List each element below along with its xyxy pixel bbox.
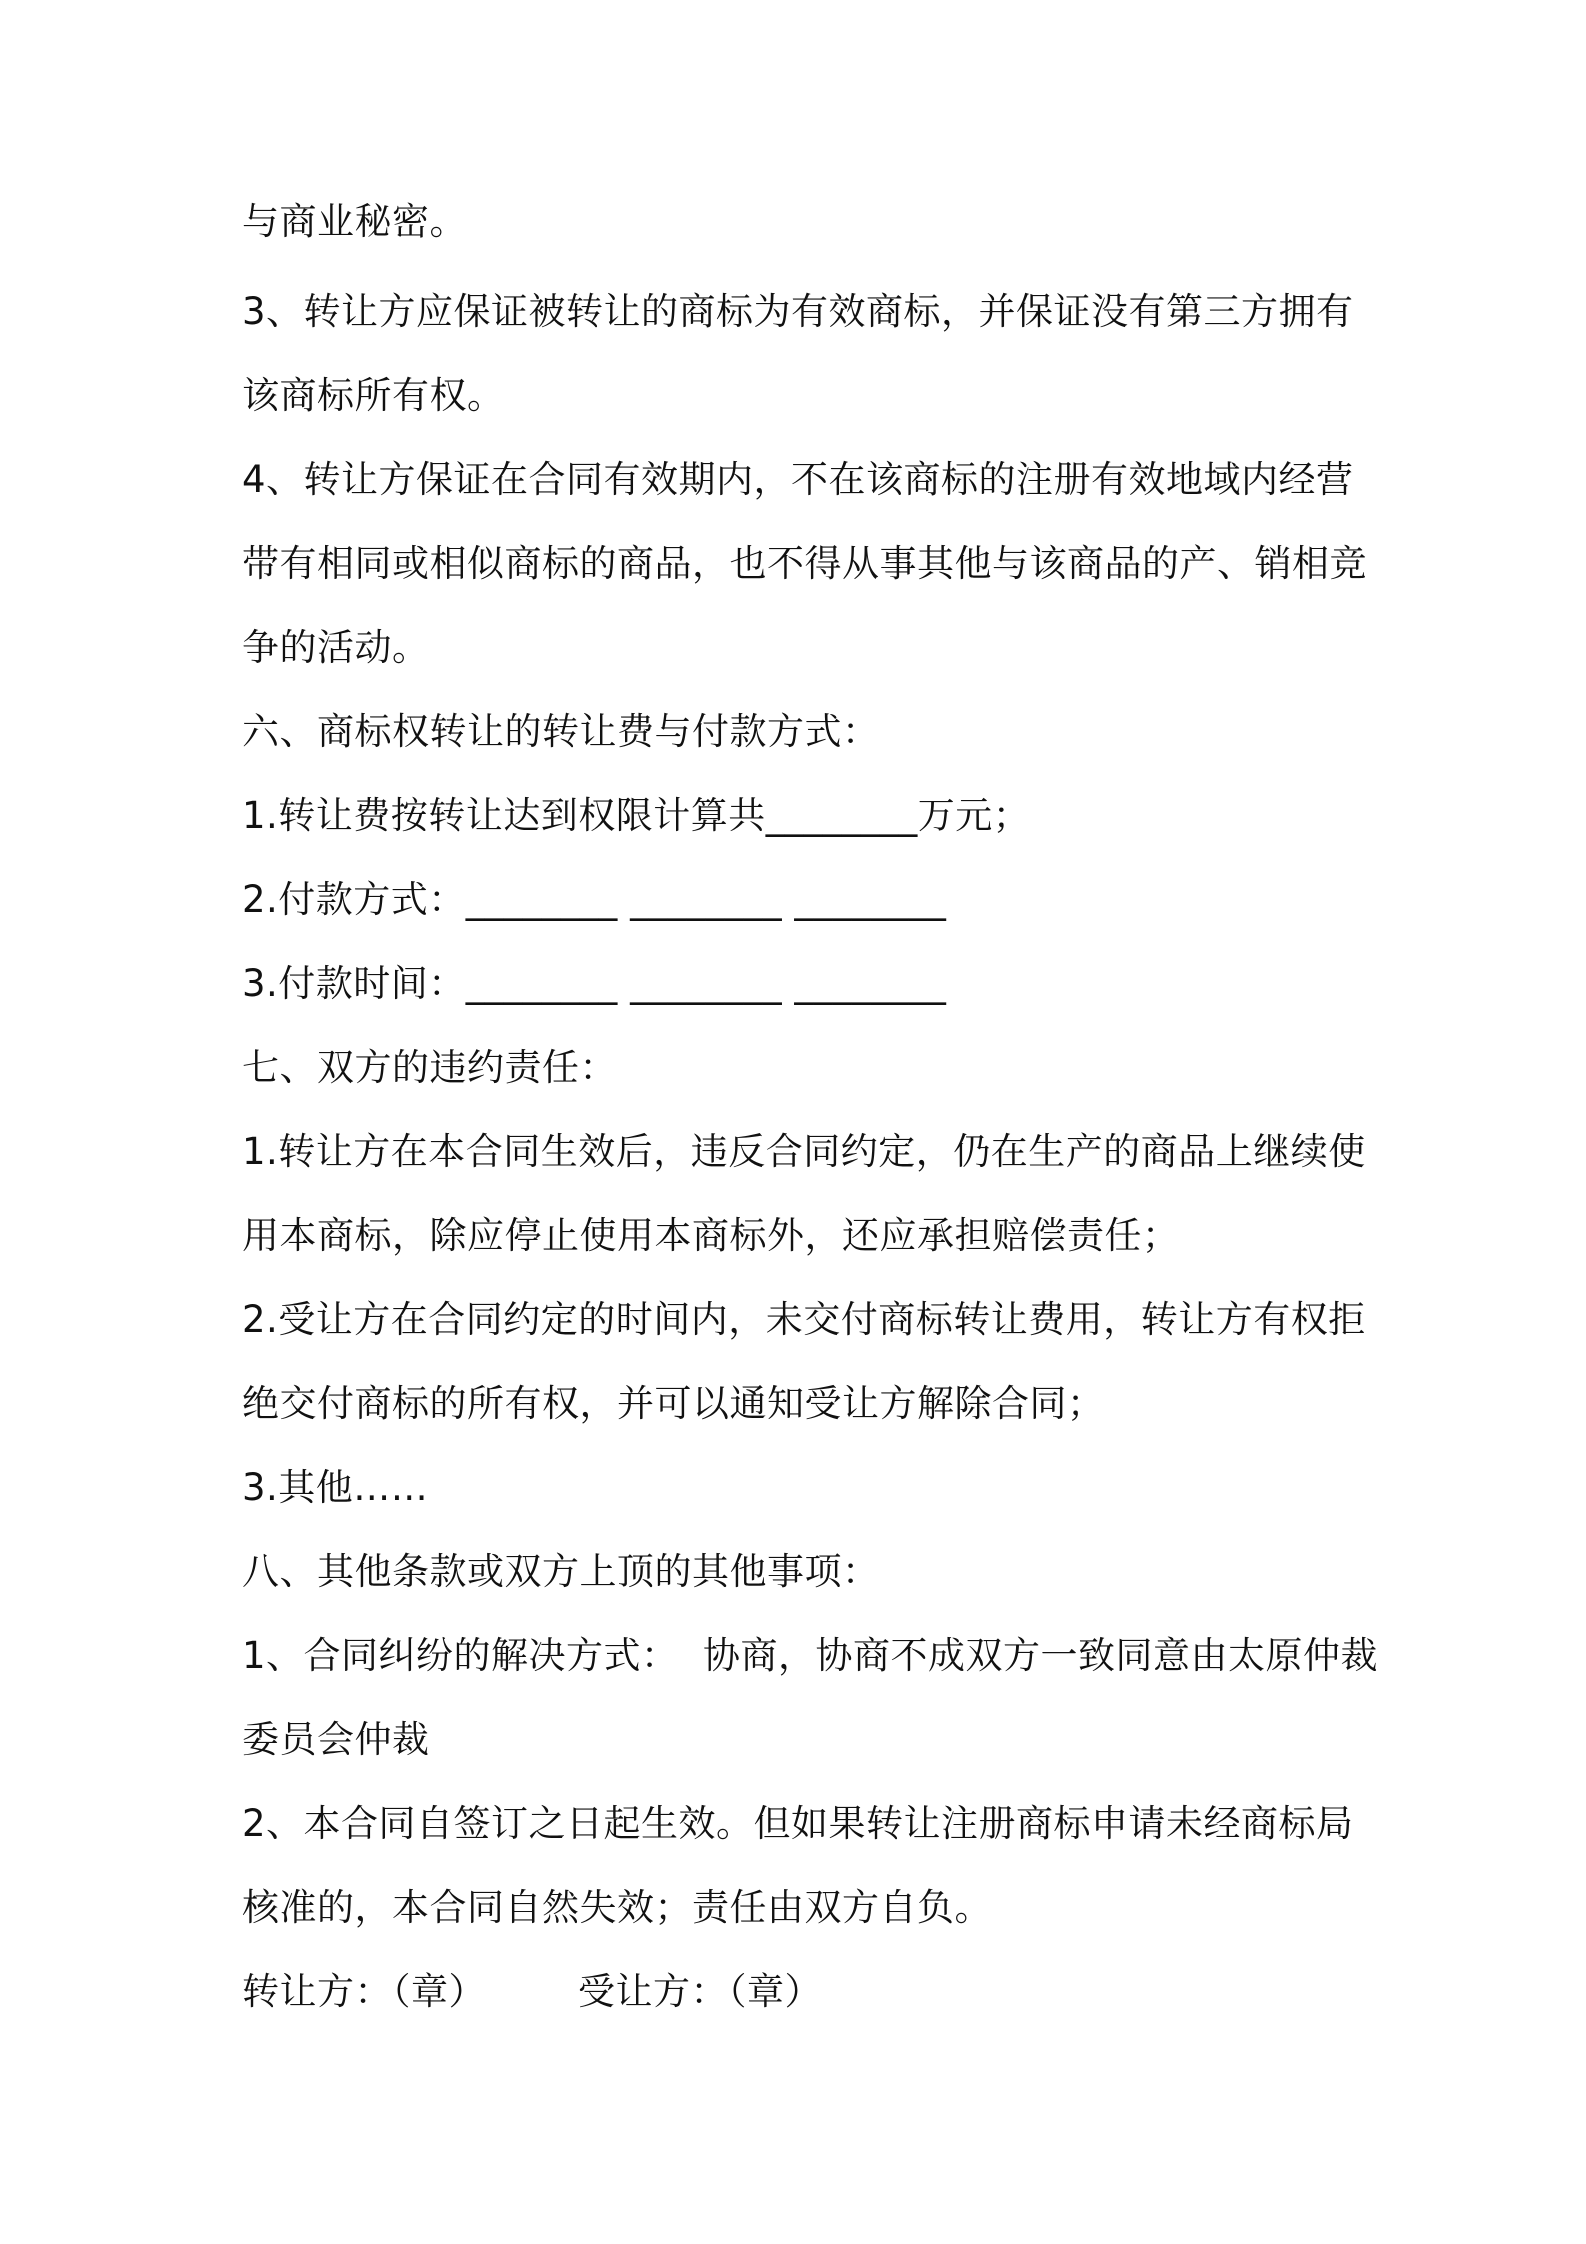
text-line-4: 4、转让方保证在合同有效期内，不在该商标的注册有效地域内经营 [242,458,1354,501]
section-heading-6: 六、商标权转让的转让费与付款方式： [242,710,880,753]
section-heading-8: 八、其他条款或双方上顶的其他事项： [242,1550,880,1593]
text-line-10: 3.付款时间：________ ________ ________ [242,962,947,1005]
text-line-19: 委员会仲裁 [242,1718,430,1761]
text-line-8: 1.转让费按转让达到权限计算共________万元； [242,794,1031,837]
text-line-16: 3.其他…… [242,1466,429,1509]
text-line-13: 用本商标，除应停止使用本商标外，还应承担赔偿责任； [242,1214,1180,1257]
text-line-2: 3、转让方应保证被转让的商标为有效商标，并保证没有第三方拥有 [242,290,1354,333]
text-line-18: 1、合同纠纷的解决方式： 协商，协商不成双方一致同意由太原仲裁 [242,1634,1379,1677]
signature-transferor: 转让方：（章） [242,1970,486,2013]
text-line-15: 绝交付商标的所有权，并可以通知受让方解除合同； [242,1382,1105,1425]
text-line-1: 与商业秘密。 [242,200,467,243]
text-line-14: 2.受让方在合同约定的时间内，未交付商标转让费用，转让方有权拒 [242,1298,1366,1341]
text-line-5: 带有相同或相似商标的商品，也不得从事其他与该商品的产、销相竞 [242,542,1367,585]
text-line-6: 争的活动。 [242,626,430,669]
text-line-3: 该商标所有权。 [242,374,505,417]
text-line-9: 2.付款方式：________ ________ ________ [242,878,947,921]
section-heading-7: 七、双方的违约责任： [242,1046,617,1089]
text-line-21: 核准的，本合同自然失效；责任由双方自负。 [242,1886,992,1929]
signature-transferee: 受让方：（章） [578,1970,822,2013]
text-line-20: 2、本合同自签订之日起生效。但如果转让注册商标申请未经商标局 [242,1802,1354,1845]
text-line-12: 1.转让方在本合同生效后，违反合同约定，仍在生产的商品上继续使 [242,1130,1366,1173]
